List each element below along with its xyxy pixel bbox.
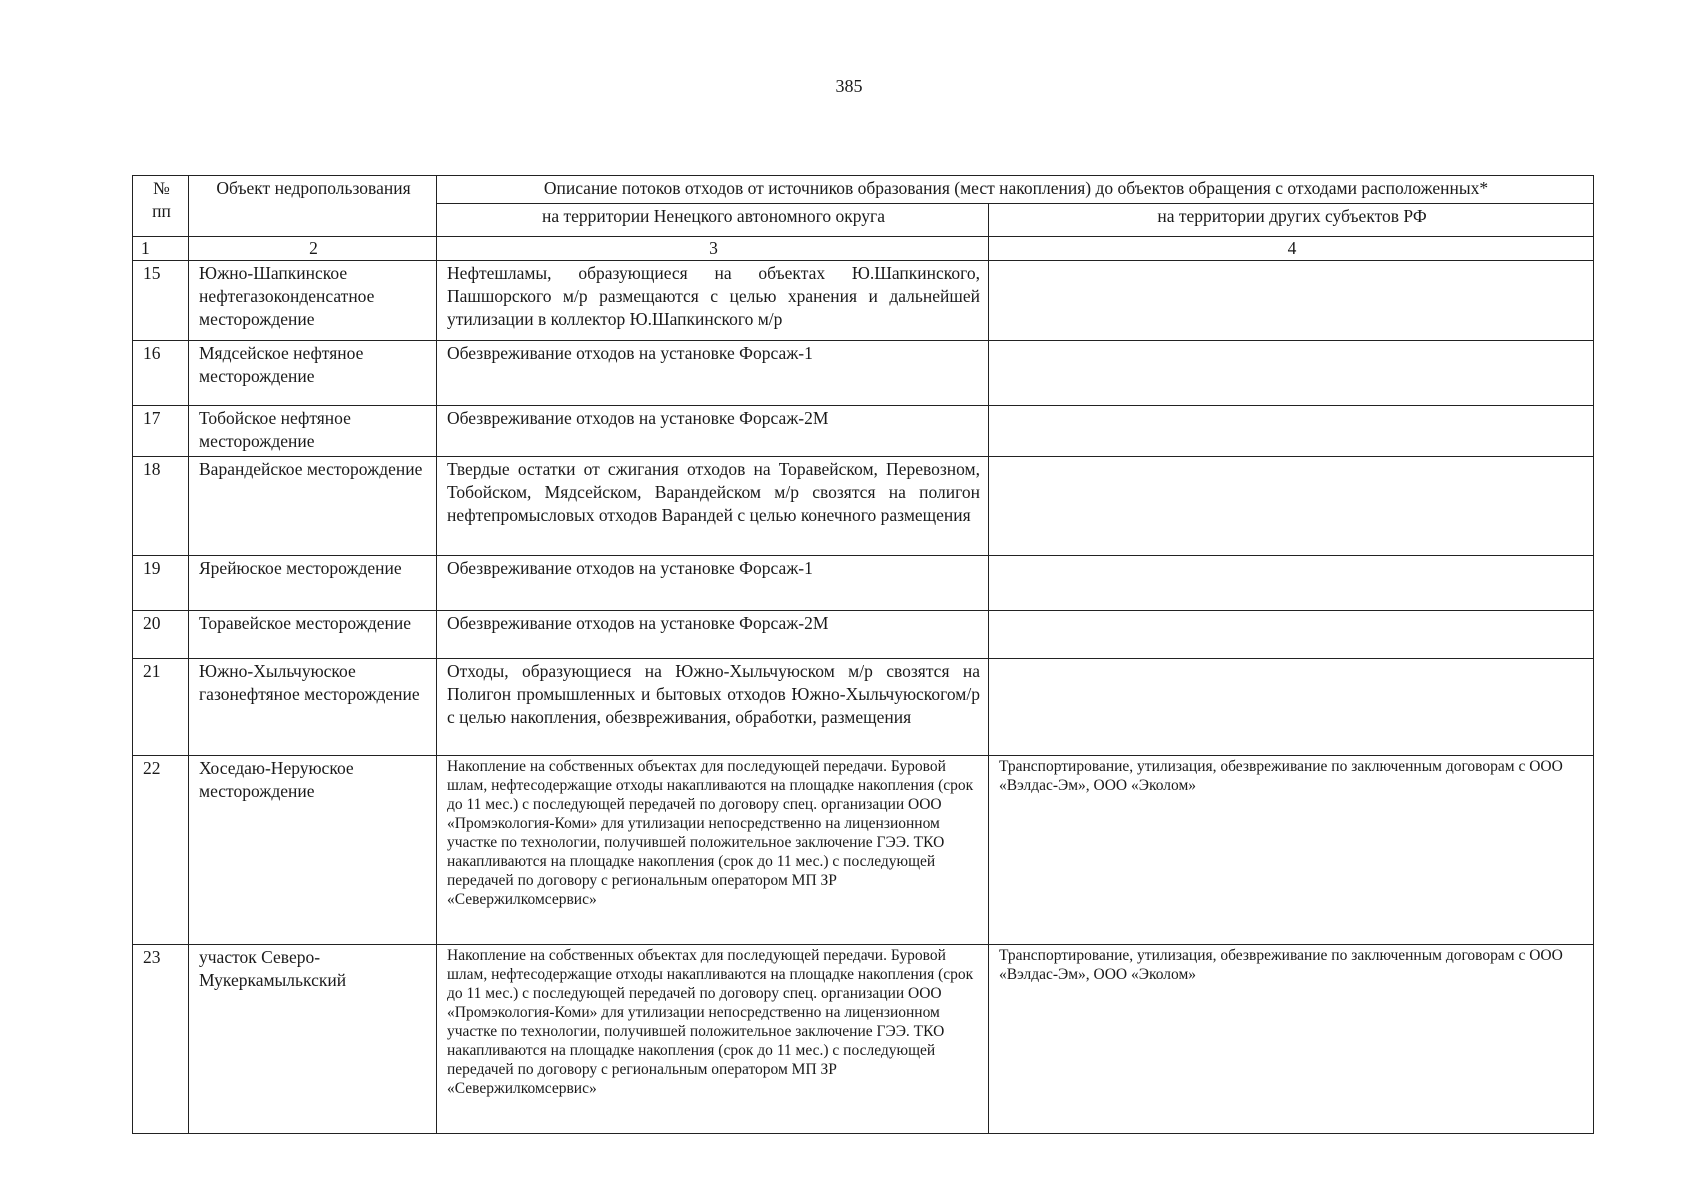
table-row (133, 341, 1594, 406)
header-other: на территории других субъектов РФ (989, 204, 1594, 237)
row-object: Южно-Шапкинское нефтегазоконденсатное месторождение (189, 261, 437, 341)
row-other (989, 659, 1594, 756)
row-nao: Обезвреживание отходов на установке Форсаж-2М (437, 406, 989, 457)
row-object: Хоседаю-Неруюское месторождение (189, 756, 437, 945)
column-number-row (133, 237, 1594, 261)
table-row (133, 945, 1594, 1134)
row-nao: Нефтешламы, образующиеся на объектах Ю.Шапкинского, Пашшорского м/р размещаются с целью хранения и дальнейшей утилизации в коллектор Ю.Шапкинского м/р (437, 261, 989, 341)
table-row (133, 261, 1594, 341)
row-other (989, 556, 1594, 611)
row-nao: Твердые остатки от сжигания отходов на Торавейском, Перевозном, Тобойском, Мядсейском, Варандейском м/р свозятся на полигон нефтепромысловых отходов Варандей с целью конечного размещения (437, 457, 989, 556)
row-number: 15 (133, 261, 189, 341)
row-other (989, 261, 1594, 341)
row-object: Мядсейское нефтяное месторождение (189, 341, 437, 406)
row-nao: Отходы, образующиеся на Южно-Хыльчуюском м/р свозятся на Полигон промышленных и бытовых отходов Южно-Хыльчуюскогом/р с целью накопления, обезвреживания, обработки, размещения (437, 659, 989, 756)
header-row (133, 176, 1594, 204)
row-nao: Обезвреживание отходов на установке Форсаж-1 (437, 341, 989, 406)
row-number: 17 (133, 406, 189, 457)
column-number: 4 (989, 237, 1594, 261)
row-other (989, 611, 1594, 659)
row-number: 20 (133, 611, 189, 659)
row-other (989, 457, 1594, 556)
row-number: 16 (133, 341, 189, 406)
header-num: № пп (133, 176, 189, 237)
row-other (989, 406, 1594, 457)
row-object: участок Северо-Мукеркамылькский (189, 945, 437, 1134)
row-object: Ярейюское месторождение (189, 556, 437, 611)
row-object: Южно-Хыльчуюское газонефтяное месторождение (189, 659, 437, 756)
row-nao: Обезвреживание отходов на установке Форсаж-2М (437, 611, 989, 659)
row-other: Транспортирование, утилизация, обезвреживание по заключенным договорам с ООО «Вэлдас-Эм», ООО «Эколом» (989, 945, 1594, 1134)
header-description: Описание потоков отходов от источников образования (мест накопления) до объектов обращения с отходами расположенных* (437, 176, 1594, 204)
table-row (133, 611, 1594, 659)
table-row (133, 457, 1594, 556)
row-nao: Обезвреживание отходов на установке Форсаж-1 (437, 556, 989, 611)
table-row (133, 406, 1594, 457)
row-number: 23 (133, 945, 189, 1134)
table-row (133, 756, 1594, 945)
table-row (133, 659, 1594, 756)
row-other: Транспортирование, утилизация, обезвреживание по заключенным договорам с ООО «Вэлдас-Эм», ООО «Эколом» (989, 756, 1594, 945)
row-number: 19 (133, 556, 189, 611)
table-row (133, 556, 1594, 611)
column-number: 3 (437, 237, 989, 261)
row-object: Варандейское месторождение (189, 457, 437, 556)
row-nao: Накопление на собственных объектах для последующей передачи. Буровой шлам, нефтесодержащие отходы накапливаются на площадке накопления (срок до 11 мес.) с последующей передачей по договору спец. организации ООО «Промэкология-Коми» для утилизации непосредственно на лицензионном участке по технологии, получившей положительное заключение ГЭЭ. ТКО накапливаются на площадке накопления (срок до 11 мес.) с последующей передачей по договору с региональным оператором МП ЗР «Севержилкомсервис» (437, 756, 989, 945)
row-number: 22 (133, 756, 189, 945)
header-object: Объект недропользования (189, 176, 437, 237)
row-object: Тобойское нефтяное месторождение (189, 406, 437, 457)
row-number: 18 (133, 457, 189, 556)
header-nao: на территории Ненецкого автономного округа (437, 204, 989, 237)
column-number: 2 (189, 237, 437, 261)
row-nao: Накопление на собственных объектах для последующей передачи. Буровой шлам, нефтесодержащие отходы накапливаются на площадке накопления (срок до 11 мес.) с последующей передачей по договору спец. организации ООО «Промэкология-Коми» для утилизации непосредственно на лицензионном участке по технологии, получившей положительное заключение ГЭЭ. ТКО накапливаются на площадке накопления (срок до 11 мес.) с последующей передачей по договору с региональным оператором МП ЗР «Севержилкомсервис» (437, 945, 989, 1134)
column-number: 1 (133, 237, 189, 261)
row-number: 21 (133, 659, 189, 756)
page-number: 385 (835, 76, 863, 96)
row-other (989, 341, 1594, 406)
waste-flows-table (132, 175, 1594, 1134)
row-object: Торавейское месторождение (189, 611, 437, 659)
